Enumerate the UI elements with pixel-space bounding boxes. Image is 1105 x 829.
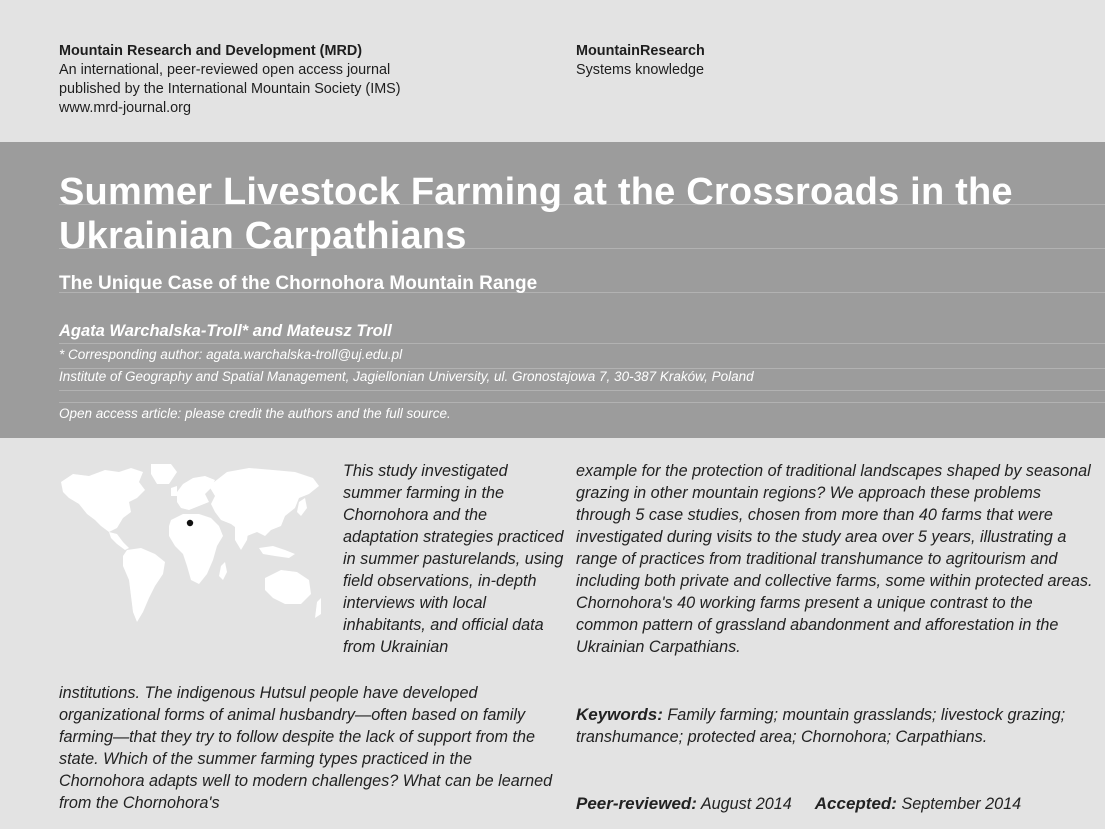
journal-url[interactable]: www.mrd-journal.org: [59, 100, 191, 116]
keywords: [576, 704, 1096, 748]
open-access-note: Open access article: please credit the authors and the full source.: [59, 406, 451, 421]
keywords-text: Family farming; mountain grasslands; livestock grazing; transhumance; protected area; Chornohora; Carpathians.: [576, 706, 1066, 746]
corresponding-author: * Corresponding author: agata.warchalska-troll@uj.edu.pl: [59, 347, 403, 362]
series-name: MountainResearch: [576, 43, 705, 59]
abstract-part-1: This study investigated summer farming in the Chornohora and the adaptation strategies practiced in summer pasturelands, using field observations, in-depth interviews with local inhabitants, and official data from Ukrainian: [343, 462, 564, 656]
review-dates: [576, 793, 1096, 815]
location-dot-icon: [187, 520, 193, 526]
title-band: [0, 142, 1105, 438]
journal-name: Mountain Research and Development (MRD): [59, 43, 363, 59]
peer-reviewed-date: August 2014: [700, 795, 792, 813]
abstract-part-2: institutions. The indigenous Hutsul people have developed organizational forms of animal husbandry—often based on family farming—that they try to follow despite the lack of support from the state. Which of the summer farming types practiced in the Chornohora adapts well to modern challenges? What can be learned from the Chornohora's: [59, 684, 553, 812]
series-info: [576, 42, 976, 80]
band-rule: [59, 390, 1105, 391]
world-map-land: [61, 464, 321, 622]
article-authors: Agata Warchalska-Troll* and Mateusz Troll: [59, 322, 392, 340]
world-map-locator: [59, 462, 321, 638]
accepted-date: September 2014: [901, 795, 1022, 813]
author-institution: Institute of Geography and Spatial Management, Jagiellonian University, ul. Gronostajowa 7, 30-387 Kraków, Poland: [59, 369, 754, 384]
journal-info: [59, 42, 539, 118]
accepted-label: Accepted:: [814, 794, 897, 813]
article-title: Summer Livestock Farming at the Crossroads in the Ukrainian Carpathians: [59, 171, 1013, 257]
series-subtitle: Systems knowledge: [576, 62, 704, 78]
journal-description: An international, peer-reviewed open access journal: [59, 62, 391, 78]
journal-header: [0, 0, 1105, 142]
article-subtitle: The Unique Case of the Chornohora Mountain Range: [59, 273, 538, 294]
band-rule: [59, 402, 1105, 403]
keywords-label: Keywords:: [576, 705, 663, 724]
abstract-part-3: example for the protection of traditional landscapes shaped by seasonal grazing in other mountain regions? We approach these problems through 5 case studies, chosen from more than 40 farms that were investigated during visits to the study area over 5 years, illustrating a range of practices from traditional transhumance to agritourism and including both private and collective farms, some within protected areas. Chornohora's 40 working farms present a unique contrast to the common pattern of grassland abandonment and afforestation in the Ukrainian Carpathians.: [576, 462, 1093, 656]
journal-publisher: published by the International Mountain Society (IMS): [59, 81, 401, 97]
peer-reviewed-label: Peer-reviewed:: [576, 794, 697, 813]
band-rule: [59, 343, 1105, 344]
